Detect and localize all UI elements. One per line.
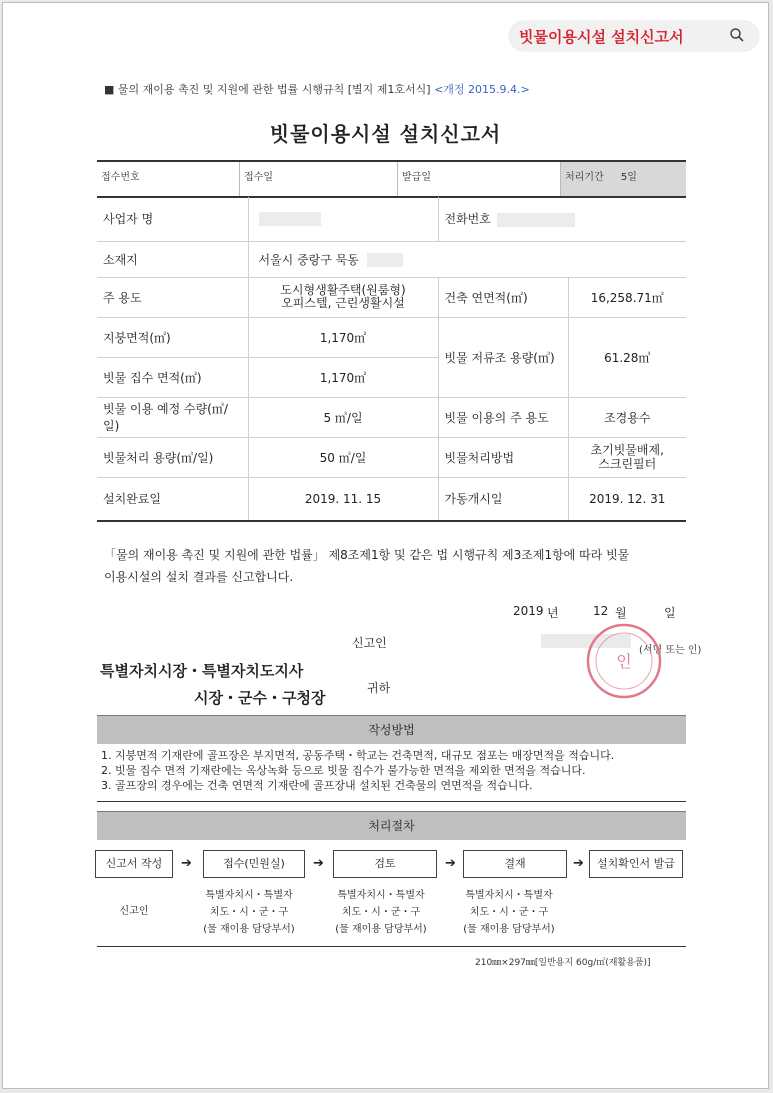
- revision-note: <개정 2015.9.4.>: [434, 83, 530, 96]
- date-month-unit: 월: [615, 606, 627, 620]
- sign-suffix: (서명 또는 인): [639, 645, 702, 656]
- main-use-value-line2: 오피스텔, 근린생활시설: [281, 296, 405, 310]
- receipt-number-label: 접수번호: [97, 162, 240, 196]
- receipt-date-label: 접수일: [240, 162, 398, 196]
- completion-label: 설치완료일: [97, 477, 248, 521]
- process-title: 처리절차: [97, 811, 686, 840]
- legal-note-text: ■ 물의 재이용 촉진 및 지원에 관한 법률 시행규칙 [별지 제1호서식]: [104, 83, 431, 96]
- step-review: 검토: [333, 850, 437, 878]
- step-write-application: 신고서 작성: [95, 850, 173, 878]
- application-form-table: [97, 197, 686, 522]
- location-label: 소재지: [97, 241, 248, 277]
- sub-office-line2: 치도・시・군・구: [341, 907, 421, 918]
- arrow-right-icon: ➔: [181, 856, 192, 871]
- treatment-method-line2: 스크린필터: [598, 457, 657, 471]
- step-approval: 결재: [463, 850, 567, 878]
- method-list: [101, 748, 614, 793]
- catch-area-label: 빗물 집수 면적(㎡): [97, 357, 248, 397]
- treatment-method-line1: 초기빗물배제,: [590, 443, 664, 457]
- step-reception: 접수(민원실): [203, 850, 305, 878]
- paper-spec: 210㎜×297㎜[일반용지 60g/㎡(재활용품)]: [475, 958, 651, 968]
- operation-value: 2019. 12. 31: [568, 477, 686, 521]
- operator-name-label: 사업자 명: [97, 197, 248, 241]
- floor-area-label: 건축 연면적(㎡): [438, 277, 568, 317]
- treatment-capacity-label: 빗물처리 용량(㎥/일): [97, 437, 248, 477]
- sub-office-line1: 특별자치시・특별자: [337, 890, 425, 901]
- statement-line1: 「물의 재이용 촉진 및 지원에 관한 법률」 제8조제1항 및 같은 법 시행규칙 제3조제1항에 따라 빗물: [104, 548, 630, 562]
- planned-use-value: 5 ㎥/일: [248, 397, 438, 437]
- divider: [97, 801, 686, 802]
- treatment-method-label: 빗물처리방법: [438, 437, 568, 477]
- sub-office-approval: [449, 887, 569, 938]
- storage-label: 빗물 저류조 용량(㎥): [438, 317, 568, 397]
- search-query: 빗물이용시설 설치신고서: [519, 27, 684, 46]
- arrow-right-icon: ➔: [313, 856, 324, 871]
- method-item: 2. 빗물 집수 면적 기재란에는 옥상녹화 등으로 빗물 집수가 불가능한 면적을 제외한 면적을 적습니다.: [101, 764, 586, 777]
- method-item: 3. 골프장의 경우에는 건축 연면적 기재란에 골프장내 설치된 건축물의 연면적을 적습니다.: [101, 779, 533, 792]
- step-issue-certificate: 설치확인서 발급: [589, 850, 683, 878]
- processing-period-label: 처리기간: [565, 172, 604, 183]
- seal-stamp: [583, 620, 665, 702]
- processing-days: 5일: [620, 172, 637, 183]
- operator-name-value: [248, 197, 438, 241]
- roof-area-value: 1,170㎡: [248, 317, 438, 357]
- redacted-block: [367, 253, 403, 267]
- document-page: [2, 2, 769, 1089]
- phone-label: 전화번호: [444, 212, 491, 227]
- arrow-right-icon: ➔: [573, 856, 584, 871]
- redacted-block: [497, 213, 575, 227]
- legal-note: [104, 81, 530, 97]
- sub-declarant: 신고인: [119, 906, 149, 917]
- phone-cell: [438, 197, 686, 241]
- roof-area-label: 지붕면적(㎡): [97, 317, 248, 357]
- search-icon[interactable]: [725, 23, 751, 49]
- arrow-right-icon: ➔: [445, 856, 456, 871]
- sub-office-line3: (물 재이용 담당부서): [335, 924, 427, 935]
- method-item: 1. 지붕면적 기재란에 골프장은 부지면적, 공동주택・학교는 건축면적, 대규모 점포는 매장면적을 적습니다.: [101, 749, 615, 762]
- sub-office-line1: 특별자치시・특별자: [465, 890, 553, 901]
- treatment-method-value: [568, 437, 686, 477]
- date-month: 12: [593, 604, 609, 618]
- location-value: 서울시 중랑구 묵동: [258, 252, 359, 267]
- date-day-unit: 일: [664, 606, 676, 620]
- storage-value: 61.28㎥: [568, 317, 686, 397]
- issue-date-label: 발급일: [398, 162, 561, 196]
- statement-line2: 이용시설의 설치 결과를 신고합니다.: [104, 570, 294, 584]
- declarant-label: 신고인: [352, 636, 387, 650]
- sub-office-line3: (물 재이용 담당부서): [203, 924, 295, 935]
- planned-use-label: 빗물 이용 예정 수량(㎥/일): [97, 397, 248, 437]
- floor-area-value: 16,258.71㎡: [568, 277, 686, 317]
- sub-office-line2: 치도・시・군・구: [469, 907, 549, 918]
- treatment-capacity-value: 50 ㎥/일: [248, 437, 438, 477]
- sub-office-review: [321, 887, 441, 938]
- stamp-text: 인: [616, 652, 632, 671]
- receipt-row: [97, 160, 686, 198]
- completion-value: 2019. 11. 15: [248, 477, 438, 521]
- sub-office-line3: (물 재이용 담당부서): [463, 924, 555, 935]
- document-title: 빗물이용시설 설치신고서: [269, 122, 502, 146]
- operation-label: 가동개시일: [438, 477, 568, 521]
- addressee-suffix: 귀하: [367, 681, 391, 695]
- sub-office-line2: 치도・시・군・구: [209, 907, 289, 918]
- addressee-line1: 특별자치시장・특별자치도지사: [100, 662, 304, 680]
- main-purpose-value: 조경용수: [568, 397, 686, 437]
- main-purpose-label: 빗물 이용의 주 용도: [438, 397, 568, 437]
- method-title: 작성방법: [97, 715, 686, 744]
- catch-area-value: 1,170㎡: [248, 357, 438, 397]
- viewer-search-bar[interactable]: [509, 21, 759, 51]
- main-use-value: [248, 277, 438, 317]
- date-year-unit: 년: [547, 606, 559, 620]
- sub-office-reception: [189, 887, 309, 938]
- main-use-value-line1: 도시형생활주택(원룸형): [280, 283, 406, 297]
- redacted-block: [259, 212, 321, 226]
- addressee-line2: 시장・군수・구청장: [194, 689, 326, 707]
- sub-office-line1: 특별자치시・특별자: [205, 890, 293, 901]
- processing-period: [561, 162, 686, 196]
- divider: [97, 946, 686, 947]
- date-year: 2019: [513, 604, 544, 618]
- main-use-label: 주 용도: [97, 277, 248, 317]
- location-cell: [248, 241, 686, 277]
- declaration-statement: [104, 544, 694, 588]
